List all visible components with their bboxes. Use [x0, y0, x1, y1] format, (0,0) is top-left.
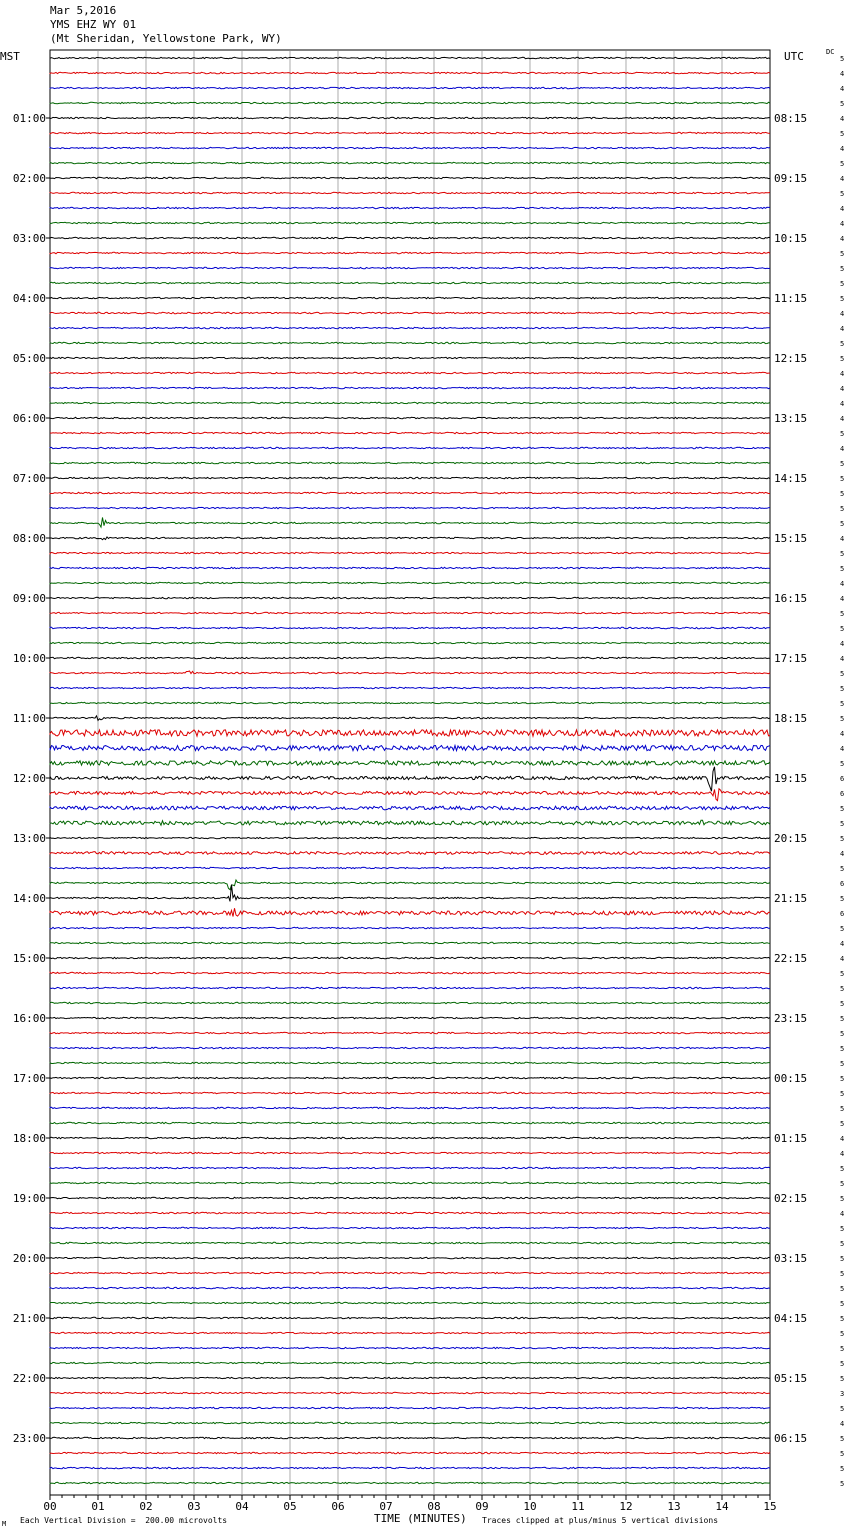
right-hour-label-13: 20:15 — [774, 832, 808, 845]
trace-digit-61: 4 — [840, 955, 845, 963]
trace-48 — [50, 761, 770, 765]
trace-digit-16: 5 — [840, 280, 845, 288]
trace-digit-18: 4 — [840, 310, 845, 318]
trace-50 — [50, 789, 770, 801]
left-hour-label-8: 08:00 — [12, 532, 46, 545]
trace-digit-5: 4 — [840, 115, 845, 123]
trace-digit-38: 5 — [840, 610, 845, 618]
trace-digit-23: 4 — [840, 385, 845, 393]
x-tick-label-00: 00 — [43, 1500, 57, 1513]
trace-94 — [50, 1452, 770, 1453]
trace-85 — [50, 1317, 770, 1318]
right-hour-label-23: 06:15 — [774, 1432, 808, 1445]
x-tick-label-12: 12 — [619, 1500, 633, 1513]
trace-digit-55: 5 — [840, 865, 845, 873]
right-hour-label-19: 02:15 — [774, 1192, 808, 1205]
trace-digit-90: 3 — [840, 1390, 845, 1398]
trace-11 — [50, 207, 770, 208]
right-hour-label-10: 17:15 — [774, 652, 808, 665]
trace-44 — [50, 702, 770, 703]
trace-73 — [50, 1137, 770, 1138]
trace-35 — [50, 567, 770, 568]
trace-64 — [50, 1002, 770, 1003]
trace-93 — [50, 1437, 770, 1438]
trace-42 — [50, 671, 770, 674]
trace-digit-17: 5 — [840, 295, 845, 303]
trace-digit-11: 4 — [840, 205, 845, 213]
trace-9 — [50, 177, 770, 178]
trace-digit-31: 5 — [840, 505, 845, 513]
right-hour-label-11: 18:15 — [774, 712, 808, 725]
right-timezone-label: UTC — [784, 50, 804, 63]
trace-digit-36: 4 — [840, 580, 845, 588]
trace-13 — [50, 237, 770, 238]
x-tick-label-09: 09 — [475, 1500, 489, 1513]
trace-digit-2: 4 — [840, 70, 845, 78]
trace-digit-82: 5 — [840, 1270, 845, 1278]
trace-digit-33: 4 — [840, 535, 845, 543]
trace-digit-70: 5 — [840, 1090, 845, 1098]
trace-6 — [50, 132, 770, 133]
trace-72 — [50, 1122, 770, 1123]
trace-digit-12: 4 — [840, 220, 845, 228]
trace-55 — [50, 867, 770, 868]
trace-8 — [50, 162, 770, 163]
trace-digit-1: 5 — [840, 55, 845, 63]
x-tick-label-07: 07 — [379, 1500, 393, 1513]
trace-92 — [50, 1422, 770, 1423]
trace-14 — [50, 252, 770, 253]
trace-digit-28: 5 — [840, 460, 845, 468]
trace-77 — [50, 1197, 770, 1198]
trace-86 — [50, 1332, 770, 1333]
trace-digit-57: 5 — [840, 895, 845, 903]
dc-label: DC — [826, 48, 835, 56]
trace-37 — [50, 597, 770, 598]
trace-81 — [50, 1257, 770, 1258]
right-hour-label-18: 01:15 — [774, 1132, 808, 1145]
right-hour-label-22: 05:15 — [774, 1372, 808, 1385]
left-hour-label-23: 23:00 — [12, 1432, 46, 1445]
trace-96 — [50, 1482, 770, 1483]
x-tick-label-10: 10 — [523, 1500, 537, 1513]
trace-61 — [50, 957, 770, 958]
trace-3 — [50, 87, 770, 88]
trace-digit-52: 5 — [840, 820, 845, 828]
x-tick-label-04: 04 — [235, 1500, 249, 1513]
left-hour-label-17: 17:00 — [12, 1072, 46, 1085]
left-hour-label-20: 20:00 — [12, 1252, 46, 1265]
trace-digit-27: 4 — [840, 445, 845, 453]
left-hour-label-9: 09:00 — [12, 592, 46, 605]
trace-51 — [50, 806, 770, 810]
trace-29 — [50, 477, 770, 478]
trace-54 — [50, 852, 770, 855]
left-hour-label-4: 04:00 — [12, 292, 46, 305]
trace-digit-24: 4 — [840, 400, 845, 408]
trace-27 — [50, 447, 770, 448]
trace-84 — [50, 1302, 770, 1303]
trace-digit-72: 5 — [840, 1120, 845, 1128]
trace-digit-20: 5 — [840, 340, 845, 348]
trace-22 — [50, 372, 770, 373]
left-hour-label-21: 21:00 — [12, 1312, 46, 1325]
trace-digit-42: 5 — [840, 670, 845, 678]
trace-digit-19: 4 — [840, 325, 845, 333]
trace-1 — [50, 57, 770, 58]
trace-82 — [50, 1272, 770, 1273]
trace-digit-8: 5 — [840, 160, 845, 168]
trace-69 — [50, 1077, 770, 1078]
trace-71 — [50, 1107, 770, 1108]
trace-digit-30: 5 — [840, 490, 845, 498]
trace-digit-83: 5 — [840, 1285, 845, 1293]
trace-18 — [50, 312, 770, 313]
trace-15 — [50, 267, 770, 268]
trace-12 — [50, 222, 770, 223]
trace-digit-51: 5 — [840, 805, 845, 813]
trace-digit-35: 5 — [840, 565, 845, 573]
trace-digit-54: 4 — [840, 850, 845, 858]
trace-digit-14: 5 — [840, 250, 845, 258]
right-hour-label-4: 11:15 — [774, 292, 808, 305]
trace-digit-10: 5 — [840, 190, 845, 198]
trace-digit-89: 5 — [840, 1375, 845, 1383]
trace-digit-15: 5 — [840, 265, 845, 273]
trace-26 — [50, 432, 770, 433]
x-tick-label-08: 08 — [427, 1500, 441, 1513]
trace-digit-34: 5 — [840, 550, 845, 558]
trace-digit-7: 4 — [840, 145, 845, 153]
trace-19 — [50, 327, 770, 328]
left-hour-label-6: 06:00 — [12, 412, 46, 425]
trace-52 — [50, 820, 770, 825]
left-hour-label-12: 12:00 — [12, 772, 46, 785]
trace-24 — [50, 402, 770, 403]
trace-40 — [50, 642, 770, 643]
trace-57 — [50, 885, 770, 902]
trace-digit-87: 5 — [840, 1345, 845, 1353]
right-hour-label-8: 15:15 — [774, 532, 808, 545]
trace-20 — [50, 342, 770, 343]
trace-digit-4: 5 — [840, 100, 845, 108]
header-station: YMS EHZ WY 01 — [50, 18, 137, 31]
trace-digit-22: 4 — [840, 370, 845, 378]
trace-digit-88: 5 — [840, 1360, 845, 1368]
trace-76 — [50, 1182, 770, 1183]
trace-75 — [50, 1167, 770, 1168]
trace-10 — [50, 192, 770, 193]
right-hour-label-6: 13:15 — [774, 412, 808, 425]
right-hour-label-21: 04:15 — [774, 1312, 808, 1325]
x-tick-label-06: 06 — [331, 1500, 345, 1513]
plot-frame — [50, 50, 770, 1495]
trace-digit-59: 5 — [840, 925, 845, 933]
left-hour-label-10: 10:00 — [12, 652, 46, 665]
trace-digit-67: 5 — [840, 1045, 845, 1053]
x-tick-label-11: 11 — [571, 1500, 585, 1513]
x-tick-label-15: 15 — [763, 1500, 777, 1513]
trace-91 — [50, 1407, 770, 1408]
trace-16 — [50, 282, 770, 283]
x-tick-label-14: 14 — [715, 1500, 729, 1513]
trace-25 — [50, 417, 770, 418]
trace-digit-92: 4 — [840, 1420, 845, 1428]
trace-digit-3: 4 — [840, 85, 845, 93]
trace-digit-81: 5 — [840, 1255, 845, 1263]
trace-74 — [50, 1152, 770, 1153]
trace-68 — [50, 1062, 770, 1063]
left-timezone-label: MST — [0, 50, 20, 63]
trace-digit-79: 5 — [840, 1225, 845, 1233]
trace-digit-80: 5 — [840, 1240, 845, 1248]
trace-43 — [50, 687, 770, 688]
trace-28 — [50, 462, 770, 463]
trace-21 — [50, 357, 770, 358]
left-hour-label-7: 07:00 — [12, 472, 46, 485]
trace-53 — [50, 837, 770, 838]
left-hour-label-13: 13:00 — [12, 832, 46, 845]
trace-digit-65: 5 — [840, 1015, 845, 1023]
trace-digit-77: 5 — [840, 1195, 845, 1203]
left-hour-label-14: 14:00 — [12, 892, 46, 905]
trace-60 — [50, 942, 770, 943]
left-hour-label-2: 02:00 — [12, 172, 46, 185]
trace-33 — [50, 537, 770, 540]
right-hour-label-9: 16:15 — [774, 592, 808, 605]
trace-30 — [50, 492, 770, 493]
trace-56 — [50, 880, 770, 890]
left-hour-label-18: 18:00 — [12, 1132, 46, 1145]
trace-36 — [50, 582, 770, 583]
trace-digit-45: 5 — [840, 715, 845, 723]
footer-clip-text: Traces clipped at plus/minus 5 vertical divisions — [482, 1516, 719, 1525]
right-hour-label-16: 23:15 — [774, 1012, 808, 1025]
trace-89 — [50, 1377, 770, 1378]
trace-88 — [50, 1362, 770, 1363]
trace-digit-74: 4 — [840, 1150, 845, 1158]
trace-digit-47: 4 — [840, 745, 845, 753]
left-hour-label-5: 05:00 — [12, 352, 46, 365]
footer-scale-text: Each Vertical Division = 200.00 microvolts — [20, 1516, 228, 1525]
left-hour-label-15: 15:00 — [12, 952, 46, 965]
trace-digit-39: 5 — [840, 625, 845, 633]
x-tick-label-02: 02 — [139, 1500, 153, 1513]
trace-34 — [50, 552, 770, 553]
left-hour-label-1: 01:00 — [12, 112, 46, 125]
trace-digit-41: 4 — [840, 655, 845, 663]
left-hour-label-19: 19:00 — [12, 1192, 46, 1205]
x-tick-label-01: 01 — [91, 1500, 105, 1513]
trace-2 — [50, 72, 770, 73]
right-hour-label-14: 21:15 — [774, 892, 808, 905]
right-hour-label-15: 22:15 — [774, 952, 808, 965]
trace-70 — [50, 1092, 770, 1093]
trace-49 — [50, 767, 770, 791]
trace-digit-49: 6 — [840, 775, 845, 783]
trace-digit-9: 4 — [840, 175, 845, 183]
right-hour-label-5: 12:15 — [774, 352, 808, 365]
trace-digit-64: 5 — [840, 1000, 845, 1008]
trace-47 — [50, 745, 770, 750]
trace-digit-60: 4 — [840, 940, 845, 948]
trace-67 — [50, 1047, 770, 1048]
trace-79 — [50, 1227, 770, 1228]
right-hour-label-12: 19:15 — [774, 772, 808, 785]
trace-65 — [50, 1017, 770, 1018]
header-date: Mar 5,2016 — [50, 4, 117, 17]
trace-17 — [50, 297, 770, 298]
left-hour-label-11: 11:00 — [12, 712, 46, 725]
trace-59 — [50, 927, 770, 928]
x-tick-label-13: 13 — [667, 1500, 681, 1513]
trace-4 — [50, 102, 770, 103]
trace-46 — [50, 730, 770, 736]
trace-38 — [50, 612, 770, 613]
trace-32 — [50, 518, 770, 528]
trace-digit-50: 6 — [840, 790, 845, 798]
trace-87 — [50, 1347, 770, 1348]
trace-digit-78: 4 — [840, 1210, 845, 1218]
left-hour-label-3: 03:00 — [12, 232, 46, 245]
trace-digit-73: 4 — [840, 1135, 845, 1143]
trace-digit-63: 5 — [840, 985, 845, 993]
trace-7 — [50, 147, 770, 148]
trace-digit-32: 5 — [840, 520, 845, 528]
trace-31 — [50, 507, 770, 508]
trace-digit-94: 5 — [840, 1450, 845, 1458]
trace-digit-13: 4 — [840, 235, 845, 243]
trace-58 — [50, 908, 770, 916]
trace-digit-68: 5 — [840, 1060, 845, 1068]
trace-digit-96: 5 — [840, 1480, 845, 1488]
trace-41 — [50, 657, 770, 658]
trace-39 — [50, 627, 770, 628]
trace-digit-26: 5 — [840, 430, 845, 438]
left-hour-label-16: 16:00 — [12, 1012, 46, 1025]
trace-95 — [50, 1467, 770, 1468]
trace-66 — [50, 1032, 770, 1033]
right-hour-label-2: 09:15 — [774, 172, 808, 185]
trace-digit-62: 5 — [840, 970, 845, 978]
trace-digit-21: 5 — [840, 355, 845, 363]
trace-digit-44: 5 — [840, 700, 845, 708]
trace-digit-76: 5 — [840, 1180, 845, 1188]
trace-digit-75: 5 — [840, 1165, 845, 1173]
right-hour-label-7: 14:15 — [774, 472, 808, 485]
header-location: (Mt Sheridan, Yellowstone Park, WY) — [50, 32, 282, 45]
trace-83 — [50, 1287, 770, 1288]
trace-digit-95: 5 — [840, 1465, 845, 1473]
trace-78 — [50, 1212, 770, 1213]
trace-5 — [50, 117, 770, 118]
trace-digit-6: 5 — [840, 130, 845, 138]
trace-digit-29: 5 — [840, 475, 845, 483]
trace-digit-71: 5 — [840, 1105, 845, 1113]
trace-digit-56: 6 — [840, 880, 845, 888]
trace-digit-43: 5 — [840, 685, 845, 693]
trace-digit-93: 5 — [840, 1435, 845, 1443]
trace-digit-58: 6 — [840, 910, 845, 918]
trace-digit-25: 4 — [840, 415, 845, 423]
trace-digit-37: 4 — [840, 595, 845, 603]
trace-digit-85: 5 — [840, 1315, 845, 1323]
trace-90 — [50, 1392, 770, 1393]
x-tick-label-05: 05 — [283, 1500, 297, 1513]
trace-digit-53: 5 — [840, 835, 845, 843]
right-hour-label-20: 03:15 — [774, 1252, 808, 1265]
trace-45 — [50, 716, 770, 721]
left-hour-label-22: 22:00 — [12, 1372, 46, 1385]
x-tick-label-03: 03 — [187, 1500, 201, 1513]
trace-digit-40: 4 — [840, 640, 845, 648]
trace-63 — [50, 987, 770, 988]
trace-digit-86: 5 — [840, 1330, 845, 1338]
trace-80 — [50, 1242, 770, 1243]
trace-digit-66: 5 — [840, 1030, 845, 1038]
x-axis-label: TIME (MINUTES) — [374, 1512, 467, 1525]
footer-mark: M — [2, 1520, 7, 1528]
right-hour-label-17: 00:15 — [774, 1072, 808, 1085]
trace-digit-46: 4 — [840, 730, 845, 738]
right-hour-label-3: 10:15 — [774, 232, 808, 245]
trace-digit-84: 5 — [840, 1300, 845, 1308]
right-hour-label-1: 08:15 — [774, 112, 808, 125]
trace-digit-69: 5 — [840, 1075, 845, 1083]
trace-23 — [50, 387, 770, 388]
trace-62 — [50, 972, 770, 973]
trace-digit-48: 5 — [840, 760, 845, 768]
trace-digit-91: 5 — [840, 1405, 845, 1413]
